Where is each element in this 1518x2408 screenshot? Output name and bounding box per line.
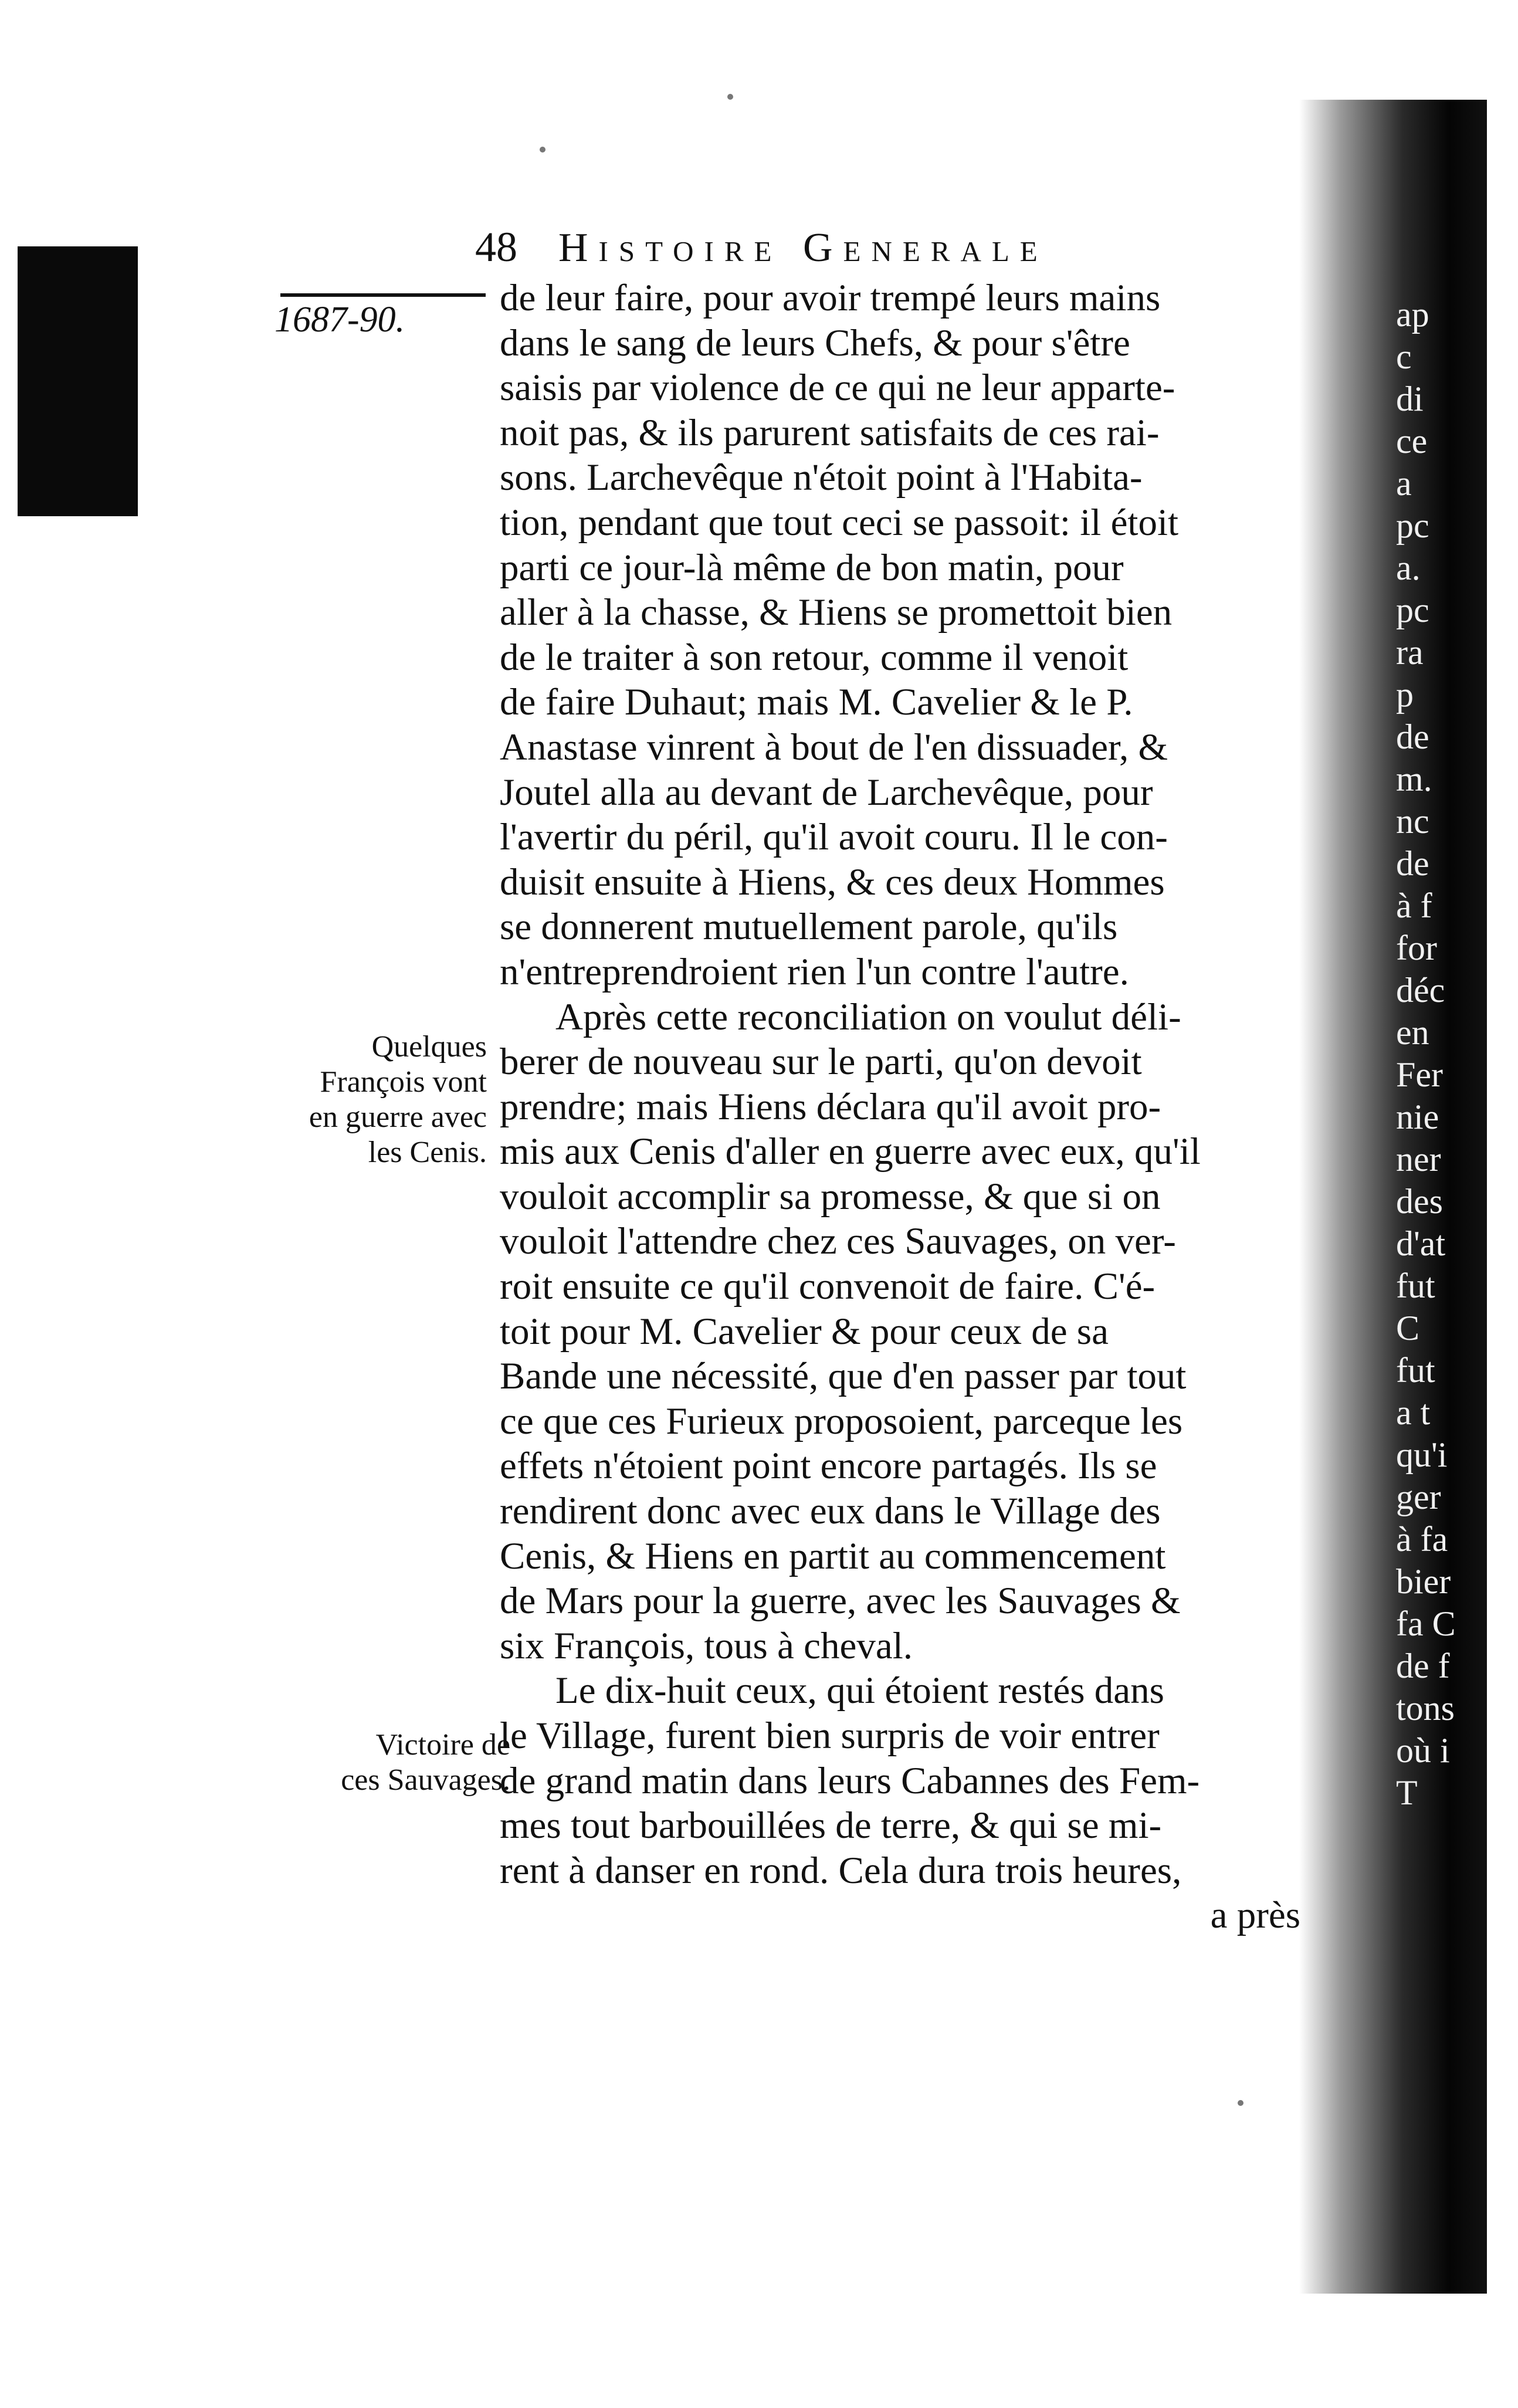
text-line: toit pour M. Cavelier & pour ceux de sa xyxy=(500,1310,1109,1353)
bleed-through-fragment: ner xyxy=(1396,1140,1441,1178)
text-line: six François, tous à cheval. xyxy=(500,1624,913,1667)
bleed-through-fragment: fut xyxy=(1396,1266,1435,1305)
running-title: Histoire Generale xyxy=(558,225,1048,270)
bleed-through-fragment: des xyxy=(1396,1182,1443,1221)
bleed-through-fragment: fa C xyxy=(1396,1604,1456,1643)
bleed-through-fragment: for xyxy=(1396,929,1437,967)
bleed-through-fragment: de xyxy=(1396,844,1429,883)
bleed-through-text xyxy=(1396,293,1472,2170)
text-line: de Mars pour la guerre, avec les Sauvages & xyxy=(500,1580,1181,1623)
bleed-through-fragment: ger xyxy=(1396,1478,1441,1516)
text-line: n'entreprendroient rien l'un contre l'autre. xyxy=(500,950,1129,993)
text-line: saisis par violence de ce qui ne leur apparte- xyxy=(500,367,1175,409)
side-note-line: Victoire de xyxy=(375,1728,510,1762)
text-line: ce que ces Furieux proposoient, parceque les xyxy=(500,1400,1183,1442)
bleed-through-fragment: ce xyxy=(1396,422,1428,460)
bleed-through-fragment: déc xyxy=(1396,971,1445,1010)
text-line: l'avertir du péril, qu'il avoit couru. Il le con- xyxy=(500,816,1168,859)
text-line: se donnerent mutuellement parole, qu'ils xyxy=(500,906,1118,949)
text-line: tion, pendant que tout ceci se passoit: il étoit xyxy=(500,501,1179,544)
bleed-through-fragment: c xyxy=(1396,337,1412,376)
text-line: mes tout barbouillées de terre, & qui se mi- xyxy=(500,1804,1162,1847)
text-line: mis aux Cenis d'aller en guerre avec eux, qu'il xyxy=(500,1130,1201,1173)
text-line: berer de nouveau sur le parti, qu'on devoit xyxy=(500,1041,1142,1083)
text-line: roit ensuite ce qu'il convenoit de faire. C'é- xyxy=(500,1265,1156,1308)
text-line: Anastase vinrent à bout de l'en dissuader, & xyxy=(500,726,1168,768)
bleed-through-fragment: qu'i xyxy=(1396,1435,1448,1474)
bleed-through-fragment: nc xyxy=(1396,802,1429,841)
side-note-line: Quelques xyxy=(371,1030,487,1064)
side-note-line: François vont xyxy=(320,1065,487,1099)
bleed-through-fragment: d'at xyxy=(1396,1224,1446,1263)
text-line: vouloit accomplir sa promesse, & que si on xyxy=(500,1175,1161,1218)
scan-speck xyxy=(727,94,733,100)
bleed-through-fragment: où i xyxy=(1396,1731,1450,1770)
bleed-through-fragment: Fer xyxy=(1396,1055,1443,1094)
text-line: dans le sang de leurs Chefs, & pour s'être xyxy=(500,321,1130,364)
text-line: de faire Duhaut; mais M. Cavelier & le P. xyxy=(500,681,1133,724)
text-line: sons. Larchevêque n'étoit point à l'Habita- xyxy=(500,456,1143,499)
bleed-through-fragment: pc xyxy=(1396,506,1429,545)
bleed-through-fragment: p xyxy=(1396,675,1414,714)
bleed-through-fragment: a. xyxy=(1396,548,1421,587)
bleed-through-fragment: en xyxy=(1396,1013,1429,1052)
text-line: de leur faire, pour avoir trempé leurs mains xyxy=(500,277,1161,319)
bleed-through-fragment: a xyxy=(1396,464,1412,503)
bleed-through-fragment: tons xyxy=(1396,1689,1455,1728)
text-line: parti ce jour-là même de bon matin, pour xyxy=(500,546,1124,589)
scan-speck xyxy=(540,147,545,153)
bleed-through-fragment: à fa xyxy=(1396,1520,1448,1559)
bleed-through-fragment: C xyxy=(1396,1309,1420,1347)
text-line: Après cette reconciliation on voulut déli- xyxy=(555,995,1181,1038)
side-note-victory xyxy=(276,1728,510,1798)
bleed-through-fragment: fut xyxy=(1396,1351,1435,1390)
margin-date: 1687-90. xyxy=(275,300,405,340)
scan-speck xyxy=(1238,2100,1243,2106)
text-line: rendirent donc avec eux dans le Village des xyxy=(500,1490,1161,1533)
side-note-line: les Cenis. xyxy=(368,1136,487,1169)
bleed-through-fragment: à f xyxy=(1396,886,1432,925)
body-text xyxy=(500,276,1300,1938)
scan-edge-left xyxy=(18,246,138,516)
text-line: rent à danser en rond. Cela dura trois heures, xyxy=(500,1849,1182,1892)
text-line: Le dix-huit ceux, qui étoient restés dans xyxy=(555,1669,1164,1712)
text-line: aller à la chasse, & Hiens se promettoit bien xyxy=(500,591,1173,634)
catchword: a près xyxy=(1210,1894,1300,1937)
side-note-line: en guerre avec xyxy=(309,1100,487,1134)
text-line: prendre; mais Hiens déclara qu'il avoit pro- xyxy=(500,1085,1161,1128)
bleed-through-fragment: di xyxy=(1396,380,1424,418)
text-line: Bande une nécessité, que d'en passer par tout xyxy=(500,1355,1187,1398)
bleed-through-fragment: m. xyxy=(1396,760,1432,798)
text-line: de grand matin dans leurs Cabannes des Fem- xyxy=(500,1759,1200,1802)
date-rule xyxy=(280,293,486,297)
page-header xyxy=(475,223,1308,276)
bleed-through-fragment: ap xyxy=(1396,295,1429,334)
text-line: effets n'étoient point encore partagés. Ils se xyxy=(500,1445,1157,1488)
bleed-through-fragment: bier xyxy=(1396,1562,1451,1601)
bleed-through-fragment: ra xyxy=(1396,633,1424,672)
text-line: noit pas, & ils parurent satisfaits de ces rai- xyxy=(500,411,1160,454)
bleed-through-fragment: de xyxy=(1396,717,1429,756)
text-line: de le traiter à son retour, comme il venoit xyxy=(500,636,1129,679)
bleed-through-fragment: T xyxy=(1396,1773,1418,1812)
bleed-through-fragment: pc xyxy=(1396,591,1429,629)
page-number: 48 xyxy=(475,223,517,270)
text-line: duisit ensuite à Hiens, & ces deux Hommes xyxy=(500,861,1165,903)
side-note-expedition xyxy=(276,1029,487,1170)
bleed-through-fragment: a t xyxy=(1396,1393,1431,1432)
bleed-through-fragment: nie xyxy=(1396,1098,1439,1136)
side-note-line: ces Sauvages. xyxy=(341,1763,510,1797)
text-line: Cenis, & Hiens en partit au commencement xyxy=(500,1535,1166,1577)
text-line: le Village, furent bien surpris de voir entrer xyxy=(500,1715,1160,1757)
text-line: Joutel alla au devant de Larchevêque, pour xyxy=(500,771,1153,814)
text-line: vouloit l'attendre chez ces Sauvages, on ver- xyxy=(500,1220,1176,1263)
bleed-through-fragment: de f xyxy=(1396,1647,1450,1685)
